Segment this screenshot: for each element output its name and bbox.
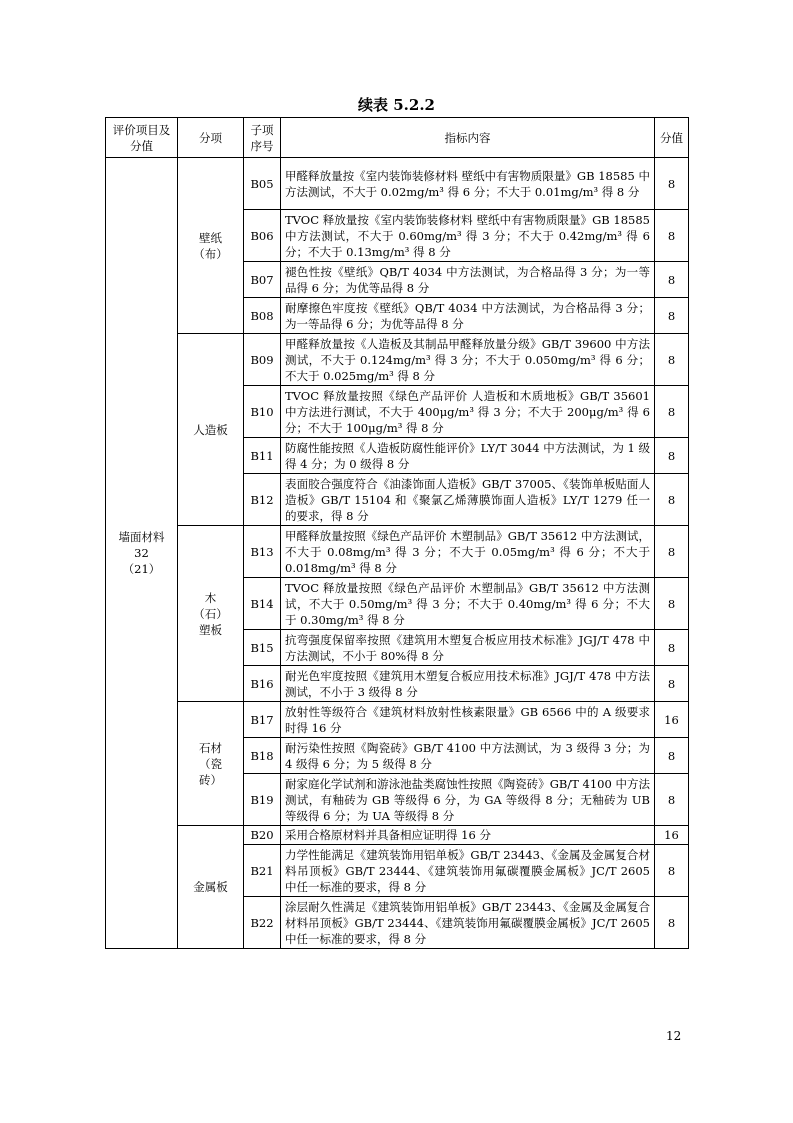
item-content: 抗弯强度保留率按照《建筑用木塑复合板应用技术标准》JGJ/T 478 中方法测试，不小于 80%得 8 分	[281, 630, 655, 666]
item-id: B07	[244, 262, 281, 298]
table-row	[106, 702, 689, 738]
item-content: 力学性能满足《建筑装饰用铝单板》GB/T 23443、《金属及金属复合材料吊顶板》GB/T 23444、《建筑装饰用氟碳覆膜金属板》JC/T 2605 中任一标准的要求，得 8 分	[281, 845, 655, 897]
item-content: 放射性等级符合《建筑材料放射性核素限量》GB 6566 中的 A 级要求时得 16 分	[281, 702, 655, 738]
item-score: 8	[655, 474, 689, 526]
table-row	[106, 526, 689, 578]
item-id: B16	[244, 666, 281, 702]
item-content: TVOC 释放量按照《绿色产品评价 人造板和木质地板》GB/T 35601 中方法进行测试，不大于 400μg/m³ 得 3 分；不大于 200μg/m³ 得 6 分；不大于 100μg/m³ 得 8 分	[281, 386, 655, 438]
item-id: B11	[244, 438, 281, 474]
table-caption: 续表 5.2.2	[358, 96, 435, 114]
item-score: 8	[655, 578, 689, 630]
table-header	[106, 118, 689, 158]
subcategory-cell: 人造板	[178, 334, 244, 526]
item-content: 耐光色牢度按照《建筑用木塑复合板应用技术标准》JGJ/T 478 中方法测试，不小于 3 级得 8 分	[281, 666, 655, 702]
item-id: B17	[244, 702, 281, 738]
category-score: 32	[134, 546, 149, 560]
evaluation-table	[105, 117, 689, 949]
item-id: B12	[244, 474, 281, 526]
header-score: 分值	[655, 118, 689, 158]
item-score: 8	[655, 738, 689, 774]
item-score: 16	[655, 826, 689, 845]
item-content: 褪色性按《壁纸》QB/T 4034 中方法测试，为合格品得 3 分；为一等品得 6 分；为优等品得 8 分	[281, 262, 655, 298]
item-content: TVOC 释放量按照《绿色产品评价 木塑制品》GB/T 35612 中方法测试，不大于 0.50mg/m³ 得 3 分；不大于 0.40mg/m³ 得 6 分；不大于 0.30mg/m³ 得 8 分	[281, 578, 655, 630]
table-body	[106, 158, 689, 949]
item-score: 8	[655, 334, 689, 386]
table-row	[106, 158, 689, 210]
category-sub-score: （21）	[122, 562, 161, 576]
item-id: B21	[244, 845, 281, 897]
category-cell	[106, 158, 178, 949]
item-score: 8	[655, 845, 689, 897]
item-content: 甲醛释放量按《人造板及其制品甲醛释放量分级》GB/T 39600 中方法测试，不大于 0.124mg/m³ 得 3 分；不大于 0.050mg/m³ 得 6 分；不大于 0.025mg/m³ 得 8 分	[281, 334, 655, 386]
item-id: B20	[244, 826, 281, 845]
item-content: 采用合格原材料并具备相应证明得 16 分	[281, 826, 655, 845]
item-content: 耐污染性按照《陶瓷砖》GB/T 4100 中方法测试，为 3 级得 3 分；为 4 级得 6 分；为 5 级得 8 分	[281, 738, 655, 774]
header-item: 评价项目及分值	[106, 118, 178, 158]
item-score: 8	[655, 897, 689, 949]
table-row	[106, 334, 689, 386]
item-score: 8	[655, 298, 689, 334]
category-name: 墙面材料	[118, 530, 165, 544]
item-id: B10	[244, 386, 281, 438]
item-content: 耐家庭化学试剂和游泳池盐类腐蚀性按照《陶瓷砖》GB/T 4100 中方法测试，有釉砖为 GB 等级得 6 分，为 GA 等级得 8 分；无釉砖为 UB 等级得 6 分；为 UA 等级得 8 分	[281, 774, 655, 826]
item-score: 8	[655, 774, 689, 826]
item-id: B18	[244, 738, 281, 774]
item-id: B15	[244, 630, 281, 666]
item-content: 涂层耐久性满足《建筑装饰用铝单板》GB/T 23443、《金属及金属复合材料吊顶板》GB/T 23444、《建筑装饰用氟碳覆膜金属板》JC/T 2605 中任一标准的要求，得 8 分	[281, 897, 655, 949]
item-score: 8	[655, 262, 689, 298]
item-score: 8	[655, 630, 689, 666]
item-id: B09	[244, 334, 281, 386]
header-sub: 分项	[178, 118, 244, 158]
subcategory-cell: 金属板	[178, 826, 244, 949]
item-score: 8	[655, 386, 689, 438]
item-id: B08	[244, 298, 281, 334]
item-id: B14	[244, 578, 281, 630]
page-number: 12	[666, 1029, 682, 1043]
item-id: B05	[244, 158, 281, 210]
header-content: 指标内容	[281, 118, 655, 158]
item-score: 8	[655, 526, 689, 578]
item-content: TVOC 释放量按《室内装饰装修材料 壁纸中有害物质限量》GB 18585 中方法测试，不大于 0.60mg/m³ 得 3 分；不大于 0.42mg/m³ 得 6 分；不大于 0.13mg/m³ 得 8 分	[281, 210, 655, 262]
subcategory-cell: 石材（瓷砖）	[178, 702, 244, 826]
subcategory-cell: 木（石）塑板	[178, 526, 244, 702]
item-content: 防腐性能按照《人造板防腐性能评价》LY/T 3044 中方法测试，为 1 级得 4 分；为 0 级得 8 分	[281, 438, 655, 474]
item-id: B06	[244, 210, 281, 262]
table-row	[106, 826, 689, 845]
item-content: 甲醛释放量按《室内装饰装修材料 壁纸中有害物质限量》GB 18585 中方法测试，不大于 0.02mg/m³ 得 6 分；不大于 0.01mg/m³ 得 8 分	[281, 158, 655, 210]
item-score: 8	[655, 666, 689, 702]
subcategory-cell: 壁纸（布）	[178, 158, 244, 334]
item-score: 8	[655, 158, 689, 210]
item-id: B19	[244, 774, 281, 826]
item-score: 16	[655, 702, 689, 738]
item-id: B13	[244, 526, 281, 578]
item-content: 表面胶合强度符合《油漆饰面人造板》GB/T 37005、《装饰单板贴面人造板》GB/T 15104 和《聚氯乙烯薄膜饰面人造板》LY/T 1279 任一的要求，得 8 分	[281, 474, 655, 526]
item-id: B22	[244, 897, 281, 949]
header-seq: 子项序号	[244, 118, 281, 158]
item-score: 8	[655, 210, 689, 262]
item-score: 8	[655, 438, 689, 474]
item-content: 甲醛释放量按照《绿色产品评价 木塑制品》GB/T 35612 中方法测试，不大于 0.08mg/m³ 得 3 分；不大于 0.05mg/m³ 得 6 分；不大于 0.018mg/m³ 得 8 分	[281, 526, 655, 578]
item-content: 耐摩擦色牢度按《壁纸》QB/T 4034 中方法测试，为合格品得 3 分；为一等品得 6 分；为优等品得 8 分	[281, 298, 655, 334]
